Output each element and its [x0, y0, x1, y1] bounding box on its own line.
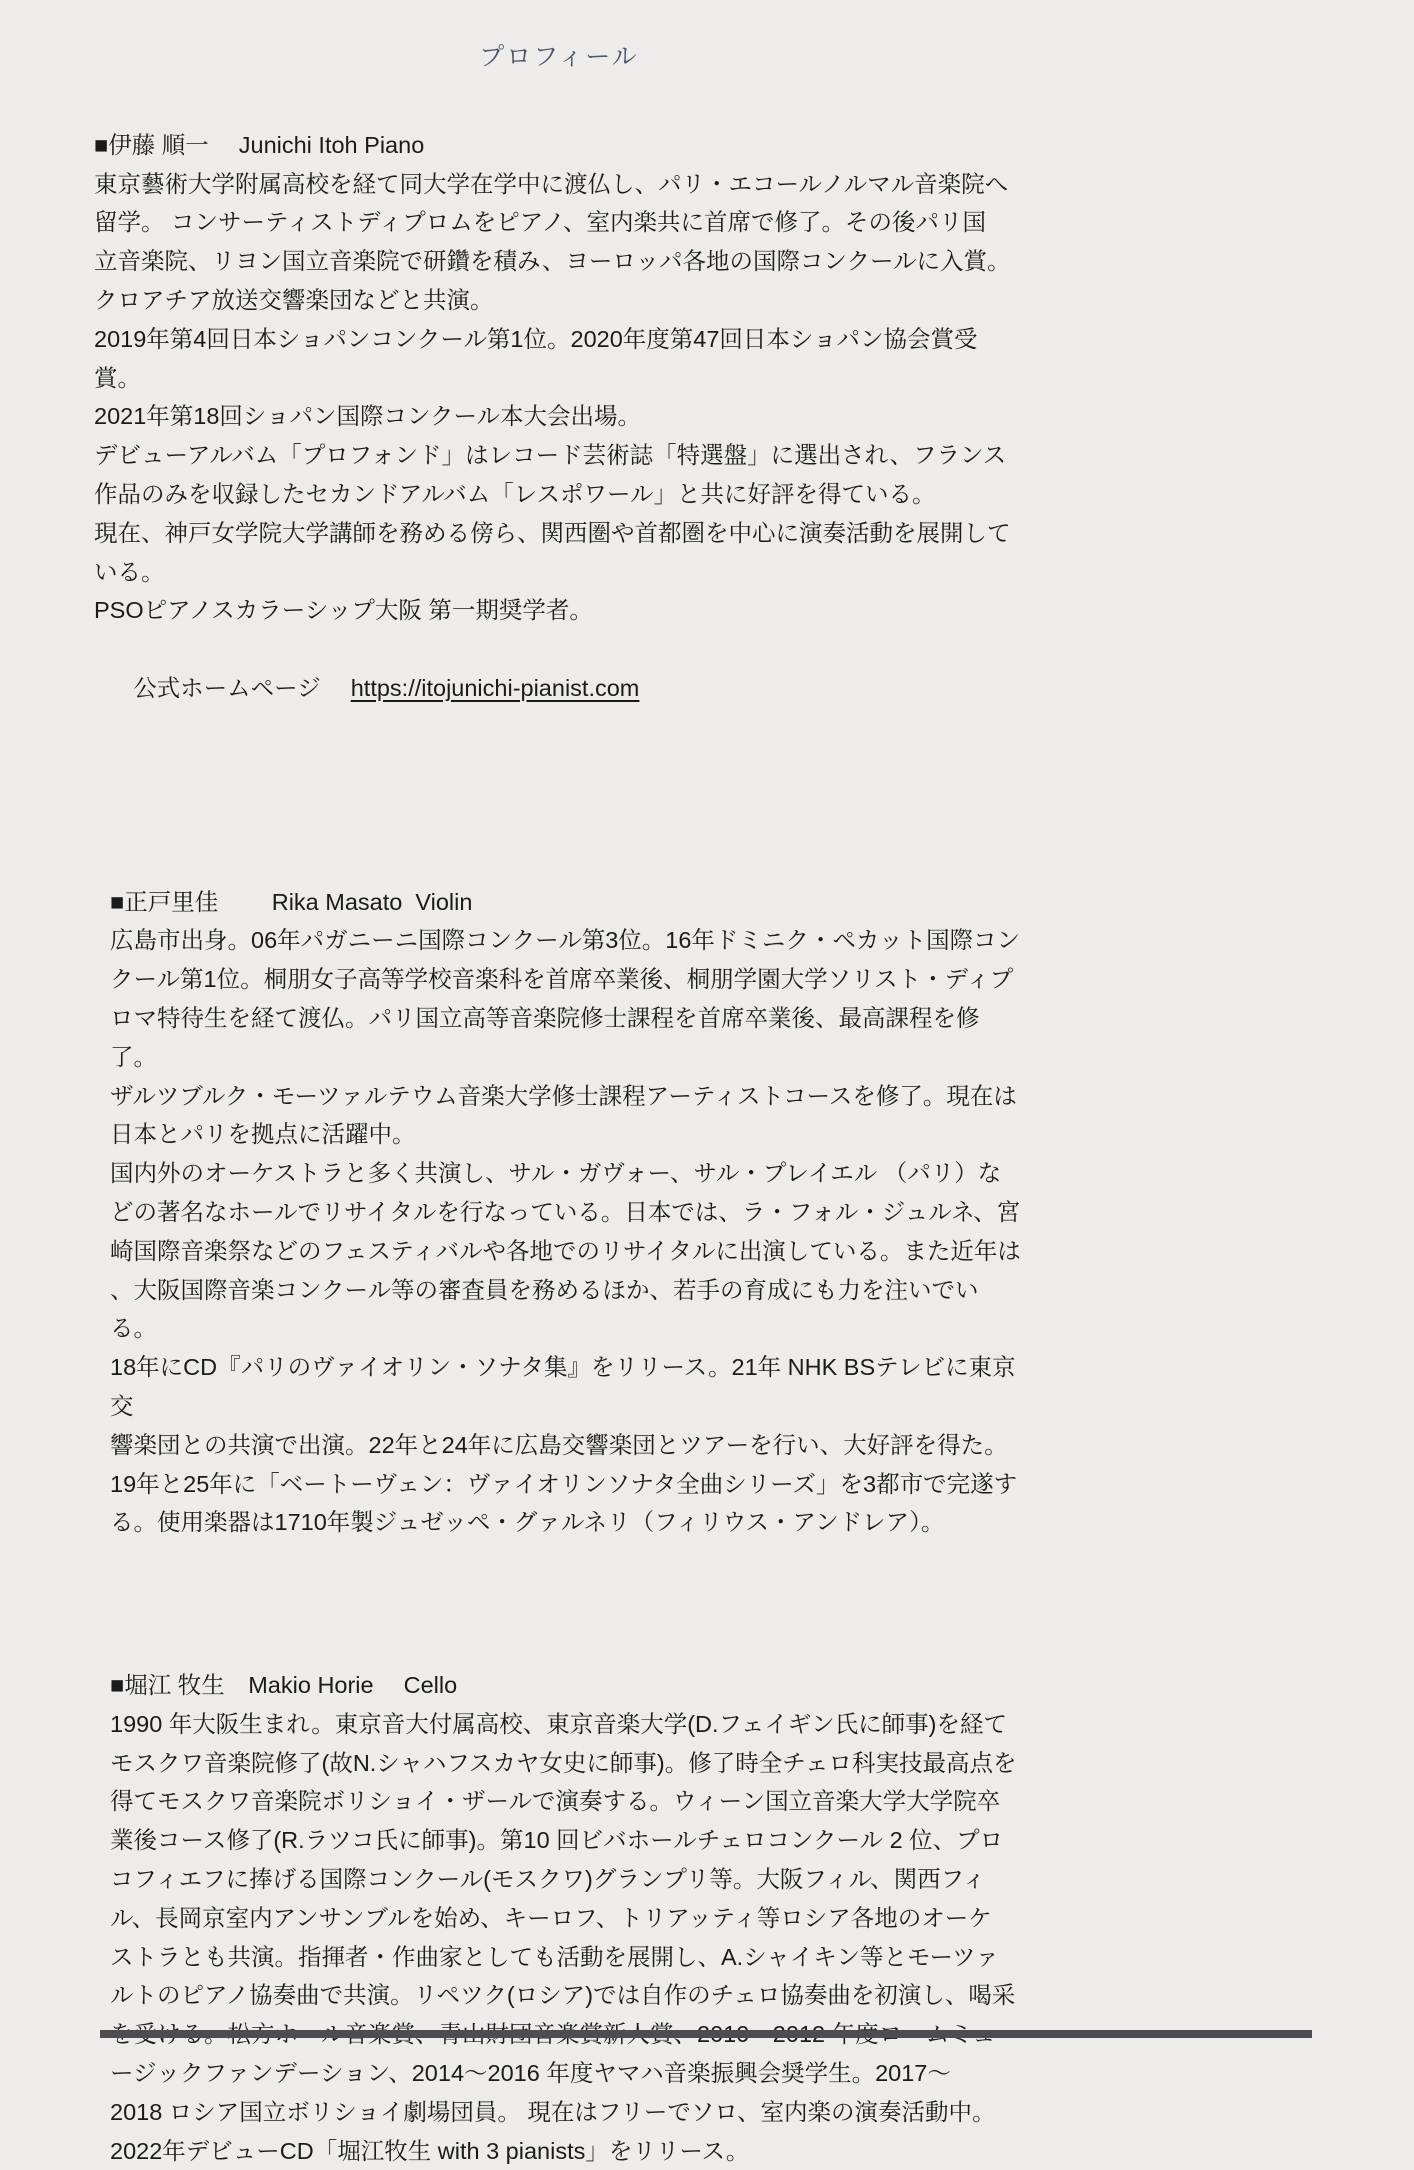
text-line: デビューアルバム「プロフォンド」はレコード芸術誌「特選盤」に選出され、フランス	[94, 442, 1007, 469]
profile-heading: ■堀江 牧生 Makio Horie Cello	[110, 1672, 458, 1699]
text-line: 日本とパリを拠点に活躍中。	[110, 1121, 416, 1148]
text-line: 2021年第18回ショパン国際コンクール本大会出場。	[94, 403, 642, 430]
text-line: ル、長岡京室内アンサンブルを始め、キーロフ、トリアッティ等ロシア各地のオーケ	[110, 1904, 992, 1931]
bottom-cropped-image-edge	[100, 2030, 1312, 2038]
text-line: 広島市出身。06年パガニーニ国際コンクール第3位。16年ドミニク・ペカット国際コン	[110, 927, 1021, 954]
profile-bio	[110, 921, 1024, 1542]
text-line: 響楽団との共演で出演。22年と24年に広島交響楽団とツアーを行い、大好評を得た。	[110, 1431, 1008, 1458]
profile-bio	[110, 1705, 1024, 2170]
text-line: る。使用楽器は1710年製ジュゼッペ・グァルネリ（フィリウス・アンドレア）。	[110, 1509, 945, 1536]
profile-heading: ■正戸里佳 Rika Masato Violin	[110, 888, 473, 915]
homepage-row	[94, 630, 1024, 746]
homepage-label: 公式ホームページ	[133, 674, 321, 701]
text-line: コフィエフに捧げる国際コンクール(モスクワ)グランプリ等。大阪フィル、関西フィ	[110, 1866, 986, 1893]
text-line: ザルツブルク・モーツァルテウム音楽大学修士課程アーティストコースを修了。現在は	[110, 1082, 1017, 1109]
text-line: ルトのピアノ協奏曲で共演。リペツク(ロシア)では自作のチェロ協奏曲を初演し、喝采	[110, 1982, 1016, 2009]
text-line: 東京藝術大学附属高校を経て同大学在学中に渡仏し、パリ・エコールノルマル音楽院へ	[94, 170, 1009, 197]
text-line: 作品のみを収録したセカンドアルバム「レスポワール」と共に好評を得ている。	[94, 480, 936, 507]
text-line: 2018 ロシア国立ボリショイ劇場団員。 現在はフリーでソロ、室内楽の演奏活動中。	[110, 2098, 996, 2125]
text-line: PSOピアノスカラーシップ大阪 第一期奨学者。	[94, 597, 593, 624]
text-line: 19年と25年に「ベートーヴェン：ヴァイオリンソナタ全曲シリーズ」を3都市で完遂す	[110, 1470, 1018, 1497]
homepage-link[interactable]: https://itojunichi-pianist.com	[350, 674, 640, 701]
profile-heading: ■伊藤 順一 Junichi Itoh Piano	[94, 131, 425, 158]
text-line: 崎国際音楽祭などのフェスティバルや各地でのリサイタルに出演している。また近年は	[110, 1237, 1021, 1264]
text-line: 2019年第4回日本ショパンコンクール第1位。2020年度第47回日本ショパン協会賞受賞。	[94, 325, 978, 391]
text-line: 国内外のオーケストラと多く共演し、サル・ガヴォー、サル・プレイエル （パリ）な	[110, 1160, 1002, 1187]
text-line: 現在、神戸女学院大学講師を務める傍ら、関西圏や首都圏を中心に演奏活動を展開して	[94, 519, 1011, 546]
text-line: 立音楽院、リヨン国立音楽院で研鑽を積み、ヨーロッパ各地の国際コンクールに入賞。	[94, 248, 1011, 275]
page-content	[94, 38, 1024, 2170]
text-line: いる。	[94, 558, 165, 585]
text-line: 、大阪国際音楽コンクール等の審査員を務めるほか、若手の育成にも力を注いでいる。	[110, 1276, 979, 1342]
text-line: 18年にCD『パリのヴァイオリン・ソナタ集』をリリース。21年 NHK BSテレビに東京交	[110, 1354, 1016, 1419]
text-line: モスクワ音楽院修了(故N.シャハフスカヤ女史に師事)。修了時全チェロ科実技最高点を	[110, 1749, 1017, 1776]
text-line: ストラとも共演。指揮者・作曲家としても活動を展開し、A.シャイキン等とモーツァ	[110, 1943, 999, 1970]
text-line: ロマ特待生を経て渡仏。パリ国立高等音楽院修士課程を首席卒業後、最高課程を修了。	[110, 1004, 980, 1070]
text-line: クロアチア放送交響楽団などと共演。	[94, 286, 494, 313]
page-title: プロフィール	[479, 43, 639, 71]
profile-section-horie-makio	[110, 1666, 1024, 2170]
text-line: 留学。 コンサーティストディプロムをピアノ、室内楽共に首席で修了。その後パリ国	[94, 209, 987, 236]
text-line: どの著名なホールでリサイタルを行なっている。日本では、ラ・フォル・ジュルネ、宮	[110, 1198, 1021, 1225]
text-line: 業後コース修了(R.ラツコ氏に師事)。第10 回ビバホールチェロコンクール 2 位、プロ	[110, 1827, 1004, 1854]
profile-section-itoh-junichi	[94, 126, 1024, 747]
text-line: クール第1位。桐朋女子高等学校音楽科を首席卒業後、桐朋学園大学ソリスト・ディプ	[110, 966, 1014, 993]
text-line: 1990 年大阪生まれ。東京音大付属高校、東京音楽大学(D.フェイギン氏に師事)を経て	[110, 1710, 1007, 1737]
text-line: 2022年デビューCD「堀江牧生 with 3 pianists」をリリース。	[110, 2137, 750, 2164]
profile-bio	[94, 165, 1024, 631]
profile-section-masato-rika	[110, 883, 1024, 1543]
text-line: ージックファンデーション、2014〜2016 年度ヤマハ音楽振興会奨学生。2017〜	[110, 2060, 951, 2087]
text-line: 得てモスクワ音楽院ボリショイ・ザールで演奏する。ウィーン国立音楽大学大学院卒	[110, 1788, 1001, 1815]
